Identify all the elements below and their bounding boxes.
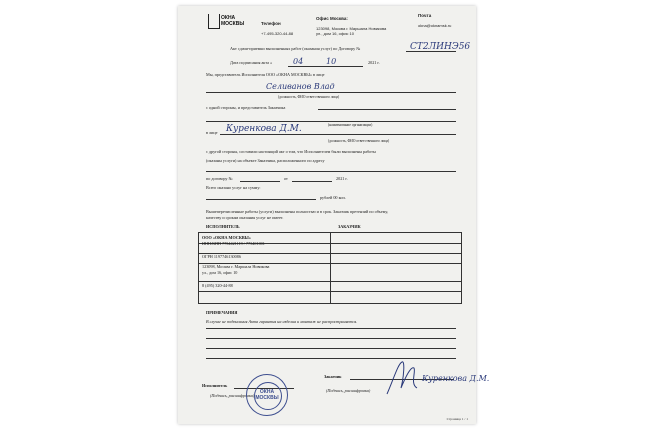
executor-name-handwritten: Селиванов Влад [266, 82, 335, 91]
table-inn: ИНН/КПП 7734421119 / 773401001 [202, 241, 265, 246]
from-word: от [284, 176, 288, 181]
company-stamp [246, 374, 288, 416]
date-label: Дата подписания акта « [230, 60, 273, 65]
table-address-1: 123098, Москва г. Маршала Новикова [202, 264, 270, 269]
address-line [206, 171, 456, 172]
phone-block [261, 21, 293, 36]
customer-position-hint: (должность, ФИО ответственного лица) [328, 139, 390, 143]
contract-number-handwritten: СТ2ЛИНЭ56 [410, 42, 471, 52]
customer-signature-label: Заказчик [324, 374, 342, 379]
one-side-text: с одной стороны, и представитель Заказчика [206, 105, 286, 110]
contract-line-label: по договору № [206, 176, 233, 181]
customer-name-line [220, 134, 456, 135]
paragraph-1: с другой стороны, составили настоящий акт о том, что Исполнителем были выполнены работы [206, 149, 376, 154]
date-line [288, 66, 363, 67]
company-logo [208, 14, 252, 30]
in-person-label: в лице [206, 130, 218, 135]
email-value: okna@oknamsk.ru [418, 23, 452, 28]
customer-name-handwritten: Куренкова Д.М. [226, 124, 302, 134]
customer-org-line-2 [206, 121, 456, 122]
date-year: 2021 г. [368, 60, 380, 65]
paragraph-2: (оказаны услуги) на объекте Заказчика, расположенного по адресу [206, 158, 325, 163]
notes-text: В случае не подписания Акта гарантия на изделия и монтаж не распространяется. [206, 319, 358, 324]
notes-title: ПРИМЕЧАНИЯ [206, 310, 238, 315]
stamp-line-1: ОКНА [259, 389, 275, 395]
office-line-1: 123098, Москва г. Маршала Новикова [316, 26, 387, 31]
position-hint: (должность, ФИО ответственного лица) [278, 95, 340, 99]
contract-number-line [406, 51, 456, 52]
executor-line [206, 92, 456, 93]
customer-heading: ЗАКАЗЧИК [338, 224, 361, 229]
table-phone: 8 (495) 320-44-88 [202, 283, 233, 288]
office-block [316, 16, 386, 36]
email-label: Почта [418, 13, 432, 18]
total-amount-line [206, 199, 316, 200]
total-label: Всего оказано услуг на сумму: [206, 185, 261, 190]
customer-org-line [318, 109, 456, 110]
customer-hint: (наименование организации) [328, 123, 373, 127]
email-block [418, 13, 451, 28]
contract-no-line [240, 181, 280, 182]
customer-signature-scribble-icon [384, 358, 420, 398]
currency-text: рублей 00 коп. [320, 195, 346, 200]
requisites-table [198, 232, 462, 304]
page-number: Страница 1 / 1 [446, 417, 468, 421]
phone-value: +7-495-320-44-88 [261, 31, 294, 36]
contract-date-line [292, 181, 332, 182]
logo-line-1: ОКНА [221, 15, 236, 21]
table-address-2: ул., дом 16, офис 10 [202, 270, 238, 275]
customer-sign-name-handwritten: Куренкова Д.М. [422, 374, 490, 383]
office-line-2: ул., дом 16, офис 10 [316, 31, 354, 36]
paragraph-3: Вышеперечисленные работы (услуги) выполнены полностью и в срок. Заказчик претензий по объему, [206, 209, 389, 214]
executor-signature-hint: (Подпись, расшифровка) [210, 393, 255, 398]
paragraph-4: качеству и срокам оказания услуг не имеет. [206, 215, 284, 220]
executor-signature-label: Исполнитель [202, 383, 228, 388]
phone-label: Телефон [261, 21, 281, 26]
date-month-handwritten: 10 [326, 57, 337, 66]
date-day-handwritten: 04 [293, 57, 304, 66]
office-label: Офис Москва: [316, 16, 348, 21]
table-ogrn: ОГРН 1197746130086 [202, 254, 241, 259]
stamp-line-2: МОСКВЫ [255, 395, 279, 401]
executor-heading: ИСПОЛНИТЕЛЬ [206, 224, 240, 229]
customer-signature-hint: (Подпись, расшифровка) [326, 388, 371, 393]
logo-line-2: МОСКВЫ [221, 21, 245, 27]
contract-year: 2021 г. [336, 176, 348, 181]
act-title: Акт сдачи-приемки выполненных работ (оказания услуг) по Договору № [230, 46, 361, 51]
table-company: ООО «ОКНА МОСКВЫ» [202, 235, 251, 240]
document-sheet [178, 6, 490, 424]
logo-mark-icon [208, 14, 220, 29]
we-line: Мы, представитель Исполнителя ООО «ОКНА МОСКВЫ» в лице [206, 72, 325, 77]
